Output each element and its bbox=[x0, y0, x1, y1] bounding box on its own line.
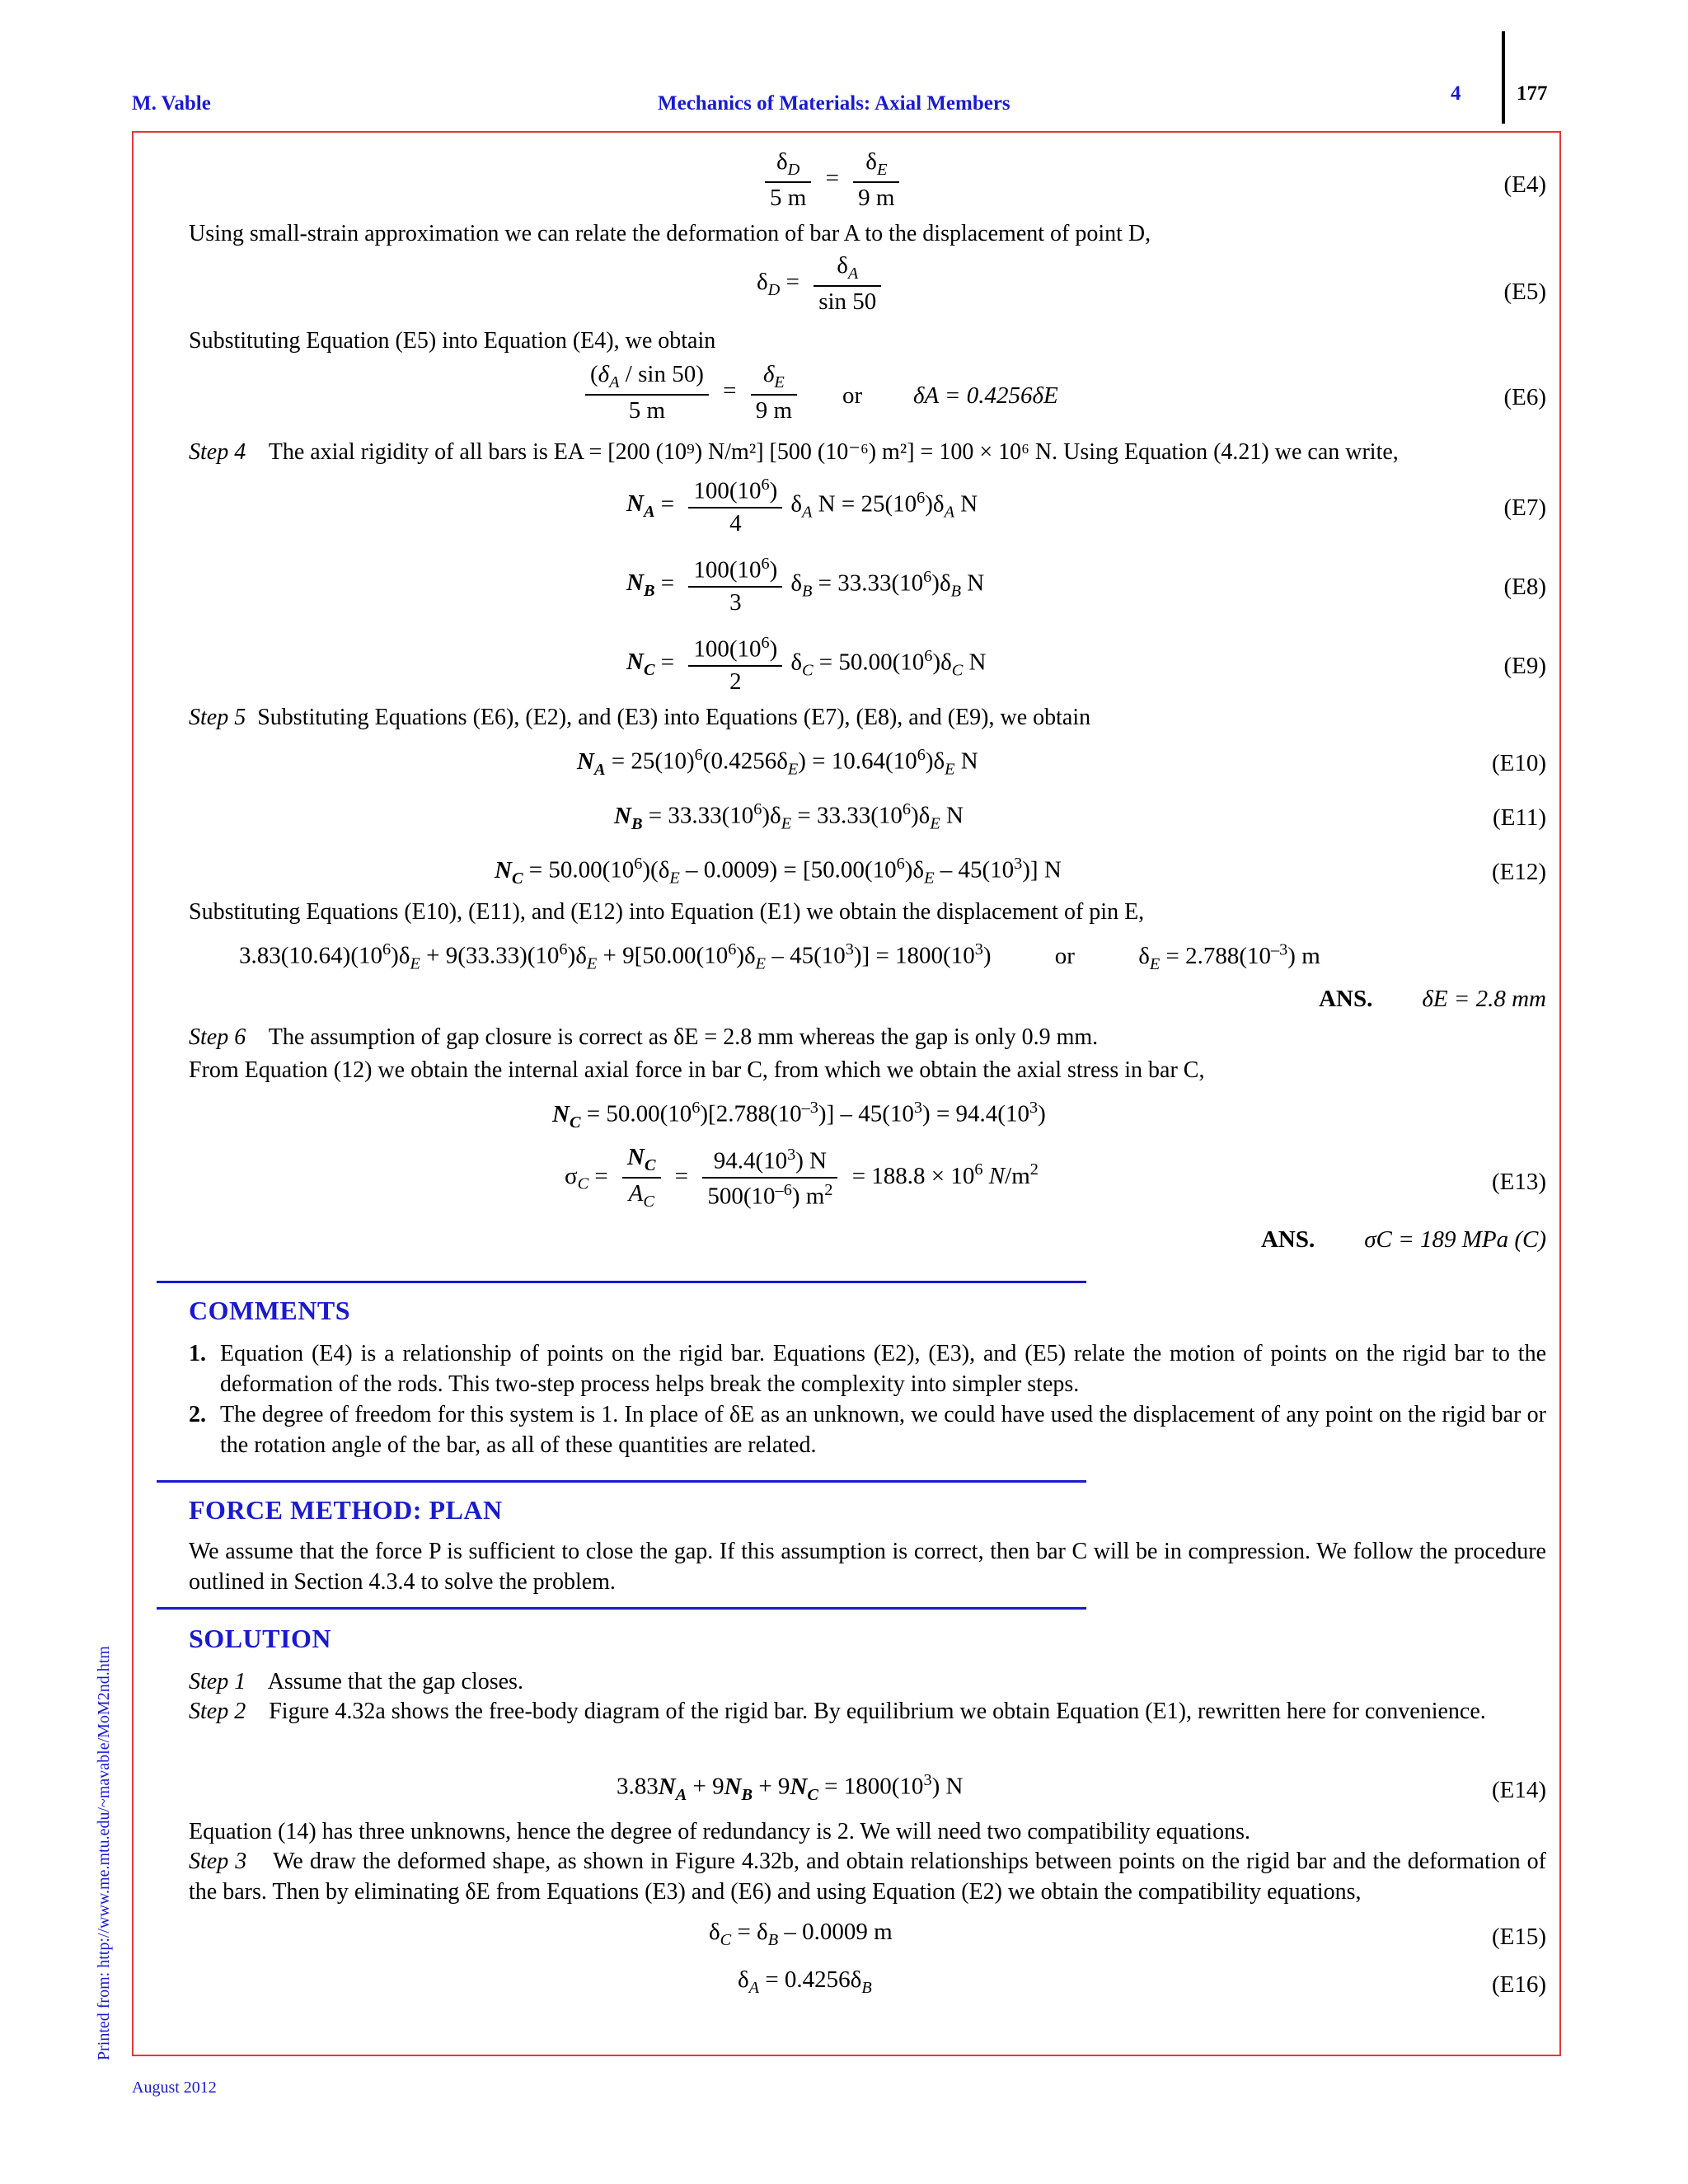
answer-sigma-c bbox=[1261, 1226, 1546, 1254]
equation-number-e8: (E8) bbox=[1503, 574, 1546, 600]
equation-number-e9: (E9) bbox=[1503, 653, 1546, 679]
header-author: M. Vable bbox=[132, 92, 211, 115]
comment-text: Equation (E4) is a relationship of points on the rigid bar. Equations (E2), (E3), and (E5) relate the motion of points on the rigid bar to the deformation of the rods. This two-step process helps break the complexity into simpler steps. bbox=[220, 1341, 1546, 1397]
step-4 bbox=[189, 437, 1546, 467]
step-5 bbox=[189, 702, 1546, 733]
answer-label: ANS. bbox=[1319, 986, 1373, 1012]
equation-e4: $\frac{\delta_D}{5 m}$ = $\frac{\delta_E}{9 m}$ bbox=[757, 150, 907, 210]
answer-sigma-c-value: σC = 189 MPa (C) bbox=[1364, 1226, 1546, 1253]
comment-text: The degree of freedom for this system is 1. In place of δE as an unknown, we could have used the displacement of any point on the rigid bar or the rotation angle of the bar, as all of these quantities are related. bbox=[220, 1402, 1546, 1458]
equation-e12: $N_C = 50.00(10^6)(\delta_E - 0.0009) = [50.00(10^6)\delta_E - 45(10^3)]$ N bbox=[495, 855, 1062, 888]
answer-delta-e-value: δE = 2.8 mm bbox=[1422, 986, 1546, 1012]
step-6 bbox=[189, 1022, 1546, 1052]
header-title: Mechanics of Materials: Axial Members bbox=[658, 92, 1010, 115]
paragraph-redundancy: Equation (14) has three unknowns, hence the degree of redundancy is 2. We will need two compatibility equations. bbox=[189, 1819, 1250, 1844]
equation-number-e12: (E12) bbox=[1491, 859, 1546, 885]
answer-label-2: ANS. bbox=[1260, 1226, 1315, 1253]
comment-item bbox=[189, 1338, 1546, 1399]
step-6-text: The assumption of gap closure is correct as δE = 2.8 mm whereas the gap is only 0.9 mm. bbox=[268, 1024, 1099, 1050]
comment-number: 1. bbox=[189, 1341, 206, 1366]
equation-e5: $\delta_D$ = $\frac{\delta_A}{\sin 50}$ bbox=[757, 254, 889, 314]
equation-e14: $3.83N_A + 9N_B + 9N_C = 1800(10^3)$ N bbox=[617, 1771, 964, 1804]
solution-step-2-label: Step 2 bbox=[189, 1699, 246, 1724]
source-url-note: Printed from: http://www.me.mtu.edu/~mavable/MoM2nd.htm bbox=[95, 1646, 113, 2060]
equation-e10: $N_A = 25(10)^6(0.4256\delta_E) = 10.64(10^6)\delta_E$ N bbox=[577, 746, 978, 779]
equation-e6: $\frac{(\delta_A / \sin 50)}{5 m}$ = $\frac{\delta_E}{9 m}$ bbox=[577, 363, 805, 423]
content-frame bbox=[132, 131, 1561, 2056]
equation-nc-value: $N_C = 50.00(10^6)[2.788(10^{-3})] - 45(10^3) = 94.4(10^3)$ bbox=[552, 1099, 1046, 1132]
equation-number-e7: (E7) bbox=[1503, 494, 1546, 521]
solution-step-2-text: Figure 4.32a shows the free-body diagram of the rigid bar. By equilibrium we obtain Equation (E1), rewritten here for convenience. bbox=[269, 1699, 1486, 1724]
header-chapter: 4 bbox=[1451, 82, 1461, 105]
step-6-label: Step 6 bbox=[189, 1024, 246, 1050]
page-number: 177 bbox=[1517, 82, 1548, 105]
footer-date: August 2012 bbox=[132, 2079, 217, 2097]
comment-item bbox=[189, 1399, 1546, 1460]
equation-e6-or: or bbox=[842, 382, 863, 409]
solution-step-2 bbox=[189, 1696, 1546, 1727]
solution-step-3-label: Step 3 bbox=[189, 1849, 247, 1874]
equation-number-e6: (E6) bbox=[1503, 384, 1546, 410]
solution-step-1-text: Assume that the gap closes. bbox=[267, 1669, 523, 1694]
equation-e13: $\sigma_C$ = $\frac{N_C}{A_C}$ = $\frac{94.4(10^3) N}{500(10^{-6}) m^2}$ = $188.8 \times 10^6$ $N/m^2$ bbox=[565, 1144, 1039, 1211]
paragraph-small-strain: Using small-strain approximation we can relate the deformation of bar A to the displacement of point D, bbox=[189, 221, 1151, 246]
equation-e15: $\delta_C = \delta_B - 0.0009$ m bbox=[709, 1919, 893, 1949]
solution-step-1 bbox=[189, 1666, 1546, 1697]
equation-e8: $N_B$ = $\frac{100(10^6)}{3}$ $\delta_B = 33.33(10^6)\delta_B$ N bbox=[626, 555, 985, 616]
solution-step-3-text: We draw the deformed shape, as shown in Figure 4.32b, and obtain relationships between points on the rigid bar and the deformation of the bars. Then by eliminating δE from Equations (E3) and (E6) and using Equation (E2) we obtain the compatibility equations, bbox=[189, 1849, 1546, 1905]
equation-number-e14: (E14) bbox=[1491, 1777, 1546, 1803]
section-divider bbox=[157, 1480, 1086, 1483]
step-5-text: Substituting Equations (E6), (E2), and (E3) into Equations (E7), (E8), and (E9), we obtain bbox=[257, 705, 1091, 730]
equation-number-e13: (E13) bbox=[1491, 1169, 1546, 1195]
equation-number-e11: (E11) bbox=[1493, 804, 1546, 831]
equation-displacement-pin-e: $3.83(10.64)(10^6)\delta_E + 9(33.33)(10^6)\delta_E + 9[50.00(10^6)\delta_E - 45(10^3)] = 1800(10^3)$ or $\delta_E = 2.788(10^{-3})$ m bbox=[239, 940, 1320, 973]
solution-step-3 bbox=[189, 1846, 1546, 1907]
comment-number: 2. bbox=[189, 1402, 206, 1427]
paragraph-substituting-e10-e12: Substituting Equations (E10), (E11), and (E12) into Equation (E1) we obtain the displacement of pin E, bbox=[189, 899, 1145, 925]
equation-number-e16: (E16) bbox=[1491, 1971, 1546, 1998]
plan-text: We assume that the force P is sufficient to close the gap. If this assumption is correct, then bar C will be in compression. We follow the procedure outlined in Section 4.3.4 to solve the problem. bbox=[189, 1539, 1546, 1595]
solution-heading: SOLUTION bbox=[189, 1624, 331, 1653]
equation-e9: $N_C$ = $\frac{100(10^6)}{2}$ $\delta_C = 50.00(10^6)\delta_C$ N bbox=[626, 634, 987, 695]
equation-e16: $\delta_A = 0.4256\delta_B$ bbox=[738, 1966, 872, 1997]
step-5-label: Step 5 bbox=[189, 705, 246, 730]
section-divider bbox=[157, 1607, 1086, 1610]
paragraph-substituting-e5: Substituting Equation (E5) into Equation (E4), we obtain bbox=[189, 328, 716, 354]
equation-e11: $N_B = 33.33(10^6)\delta_E = 33.33(10^6)\delta_E$ N bbox=[614, 800, 964, 833]
header-divider bbox=[1502, 31, 1505, 124]
plan-heading: FORCE METHOD: PLAN bbox=[189, 1495, 503, 1525]
equation-number-e4: (E4) bbox=[1503, 171, 1546, 198]
solution-step-1-label: Step 1 bbox=[189, 1669, 246, 1694]
equation-number-e5: (E5) bbox=[1503, 279, 1546, 305]
section-divider bbox=[157, 1281, 1086, 1283]
step-4-text: The axial rigidity of all bars is EA = [200 (10⁹) N/m²] [500 (10⁻⁶) m²] = 100 × 10⁶ N. Using Equation (4.21) we can write, bbox=[268, 439, 1399, 465]
answer-delta-e bbox=[1319, 986, 1546, 1013]
equation-number-e15: (E15) bbox=[1491, 1924, 1546, 1950]
step-4-label: Step 4 bbox=[189, 439, 246, 465]
paragraph-axial-force-bar-c: From Equation (12) we obtain the internal axial force in bar C, from which we obtain the axial stress in bar C, bbox=[189, 1057, 1205, 1083]
equation-number-e10: (E10) bbox=[1491, 750, 1546, 776]
comments-heading: COMMENTS bbox=[189, 1296, 350, 1325]
equation-e6-rhs: δA = 0.4256δE bbox=[913, 382, 1058, 409]
equation-e7: $N_A$ = $\frac{100(10^6)}{4}$ $\delta_A$ $N = 25(10^6)\delta_A$ N bbox=[626, 476, 978, 537]
